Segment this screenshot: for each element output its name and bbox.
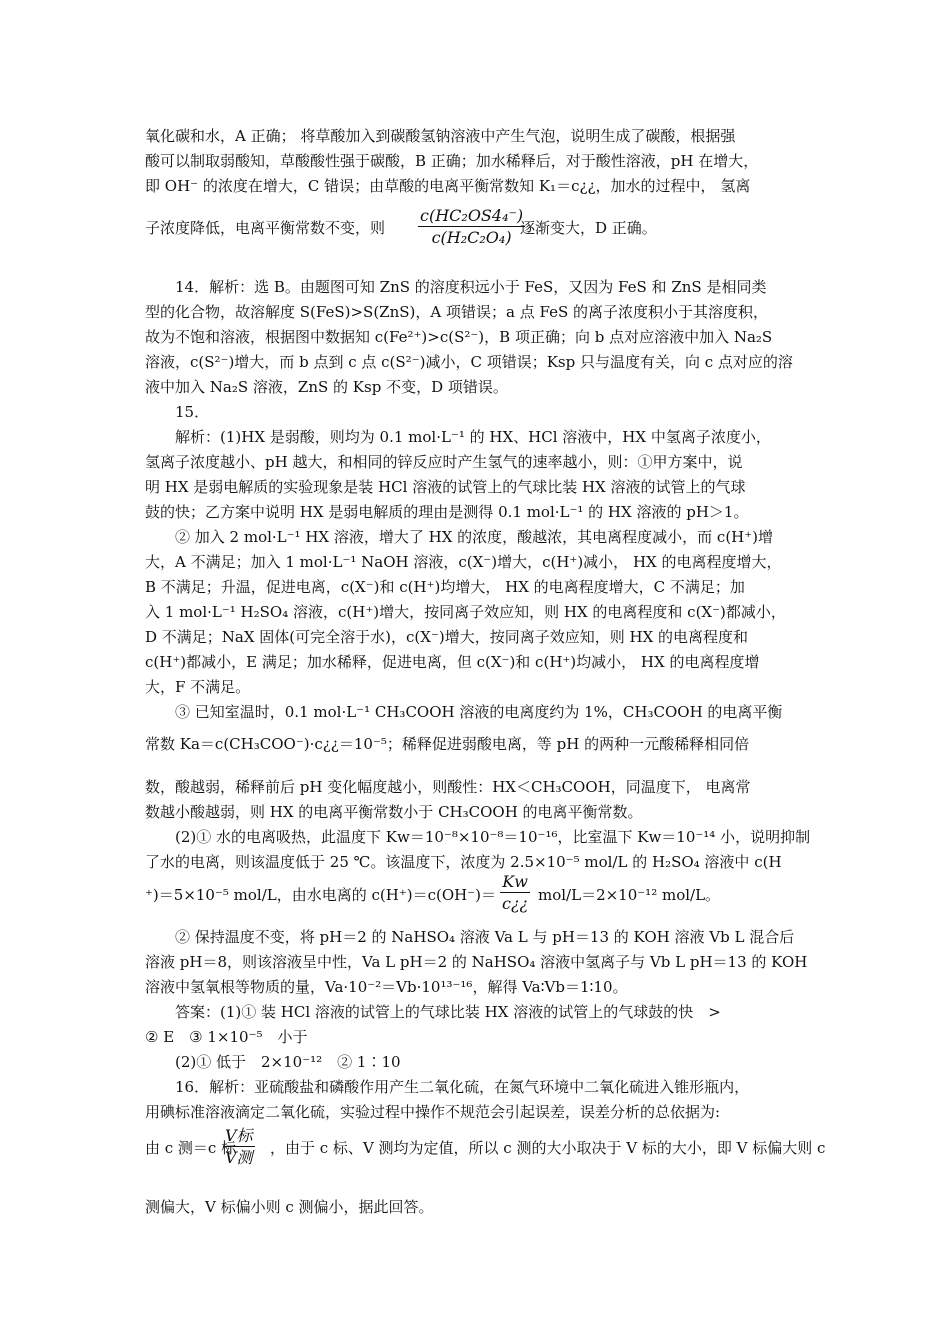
text-line: 大，A 不满足；加入 1 mol·L⁻¹ NaOH 溶液，c(X⁻)增大，c(H⁺)减小， HX 的电离程度增大，: [145, 553, 782, 571]
text-line: 逐渐变大，D 正确。: [520, 219, 657, 237]
fraction-denominator: V测: [225, 1148, 253, 1167]
text-line: 即 OH⁻ 的浓度在增大，C 错误；由草酸的电离平衡常数知 K₁＝c¿¿，加水的过程中， 氢离: [145, 177, 751, 195]
text-line: ③ 已知室温时，0.1 mol·L⁻¹ CH₃COOH 溶液的电离度约为 1%，CH₃COOH 的电离平衡: [175, 703, 783, 721]
text-line: 鼓的快；乙方案中说明 HX 是弱电解质的理由是测得 0.1 mol·L⁻¹ 的 HX 溶液的 pH＞1。: [145, 503, 749, 521]
text-line: ⁺)＝5×10⁻⁵ mol/L，由水电离的 c(H⁺)＝c(OH⁻)＝: [145, 886, 497, 904]
text-line: 大，F 不满足。: [145, 678, 251, 696]
text-line: 由 c 测＝c 标: [145, 1139, 237, 1157]
text-line: (2)① 水的电离吸热，此温度下 Kw＝10⁻⁸×10⁻⁸＝10⁻¹⁶，比室温下 Kw＝10⁻¹⁴ 小，说明抑制: [175, 828, 811, 846]
fraction-denominator: c¿¿: [502, 894, 529, 913]
fraction-numerator: V标: [225, 1126, 253, 1145]
text-line: 氧化碳和水，A 正确； 将草酸加入到碳酸氢钠溶液中产生气泡，说明生成了碳酸，根据强: [145, 127, 736, 145]
text-line: ② 加入 2 mol·L⁻¹ HX 溶液，增大了 HX 的浓度，酸越浓，其电离程度减小，而 c(H⁺)增: [175, 528, 774, 546]
text-line: 酸可以制取弱酸知，草酸酸性强于碳酸，B 正确；加水稀释后，对于酸性溶液，pH 在增大，: [145, 152, 759, 170]
text-line: 数，酸越弱，稀释前后 pH 变化幅度越小，则酸性：HX＜CH₃COOH，同温度下， 电离常: [145, 778, 751, 796]
text-line: 15．: [175, 403, 210, 421]
answer-line: ② E ③ 1×10⁻⁵ 小于: [145, 1028, 308, 1046]
text-line: 溶液 pH＝8，则该溶液呈中性，Va L pH＝2 的 NaHSO₄ 溶液中氢离子与 Vb L pH＝13 的 KOH: [145, 953, 808, 971]
text-line: 子浓度降低，电离平衡常数不变，则: [145, 219, 386, 237]
text-line: B 不满足；升温，促进电离，c(X⁻)和 c(H⁺)均增大， HX 的电离程度增大，C 不满足；加: [145, 578, 745, 596]
text-line: 溶液，c(S²⁻)增大，而 b 点到 c 点 c(S²⁻)减小，C 项错误；Ksp 只与温度有关，向 c 点对应的溶: [145, 353, 793, 371]
text-line: c(H⁺)都减小，E 满足；加水稀释，促进电离，但 c(X⁻)和 c(H⁺)均减小， HX 的电离程度增: [145, 653, 760, 671]
text-line: 用碘标准溶液滴定二氧化硫，实验过程中操作不规范会引起误差，误差分析的总依据为:: [145, 1103, 721, 1121]
text-line: 14．解析：选 B。由题图可知 ZnS 的溶度积远小于 FeS，又因为 FeS 和 ZnS 是相同类: [175, 278, 767, 296]
text-line: 明 HX 是弱电解质的实验现象是装 HCl 溶液的试管上的气球比装 HX 溶液的试管上的气球: [145, 478, 746, 496]
text-line: 解析：(1)HX 是弱酸，则均为 0.1 mol·L⁻¹ 的 HX、HCl 溶液中，HX 中氢离子浓度小，: [175, 428, 771, 446]
text-line: 型的化合物，故溶解度 S(FeS)>S(ZnS)，A 项错误；a 点 FeS 的离子浓度积小于其溶度积，: [145, 303, 768, 321]
text-line: 测偏大，V 标偏小则 c 测偏小，据此回答。: [145, 1198, 434, 1216]
text-line: mol/L＝2×10⁻¹² mol/L。: [538, 886, 721, 904]
text-line: D 不满足；NaX 固体(可完全溶于水)，c(X⁻)增大，按同离子效应知，则 HX 的电离程度和: [145, 628, 749, 646]
fraction-v-standard-over-v-measured: [223, 1126, 255, 1169]
fraction-numerator: c(HC₂OS4₄⁻): [420, 206, 524, 225]
answer-line: 答案：(1)① 装 HCl 溶液的试管上的气球比装 HX 溶液的试管上的气球鼓的快 >: [175, 1003, 721, 1021]
text-line: 16．解析：亚硫酸盐和磷酸作用产生二氧化硫，在氮气环境中二氧化硫进入锥形瓶内，: [175, 1078, 750, 1096]
text-line: 氢离子浓度越小、pH 越大，和相同的锌反应时产生氢气的速率越小，则：①甲方案中，说: [145, 453, 743, 471]
fraction-denominator: c(H₂C₂O₄): [431, 228, 512, 247]
text-line: ② 保持温度不变，将 pH＝2 的 NaHSO₄ 溶液 Va L 与 pH＝13 的 KOH 溶液 Vb L 混合后: [175, 928, 795, 946]
text-line: 溶液中氢氧根等物质的量，Va·10⁻²＝Vb·10¹³⁻¹⁶，解得 Va∶Vb＝1∶10。: [145, 978, 628, 996]
fraction-numerator: Kw: [500, 872, 530, 893]
text-line: 了水的电离，则该温度低于 25 ℃。该温度下，浓度为 2.5×10⁻⁵ mol/L 的 H₂SO₄ 溶液中 c(H: [145, 853, 782, 871]
fraction-hc2o4-over-h2c2o4: [418, 206, 525, 249]
answer-line: (2)① 低于 2×10⁻¹² ② 1∶10: [175, 1053, 401, 1071]
text-line: 故为不饱和溶液，根据图中数据知 c(Fe²⁺)>c(S²⁻)，B 项正确；向 b 点对应溶液中加入 Na₂S: [145, 328, 773, 346]
fraction-kw-over-c: [500, 872, 530, 915]
text-line: 常数 Ka＝c(CH₃COO⁻)·c¿¿＝10⁻⁵；稀释促进弱酸电离，等 pH 的两种一元酸稀释相同倍: [145, 735, 750, 753]
text-line: 液中加入 Na₂S 溶液，ZnS 的 Ksp 不变，D 项错误。: [145, 378, 508, 396]
text-line: ，由于 c 标、V 测均为定值，所以 c 测的大小取决于 V 标的大小，即 V 标偏大则 c: [270, 1139, 826, 1157]
text-line: 数越小酸越弱，则 HX 的电离平衡常数小于 CH₃COOH 的电离平衡常数。: [145, 803, 643, 821]
text-line: 入 1 mol·L⁻¹ H₂SO₄ 溶液，c(H⁺)增大，按同离子效应知，则 HX 的电离程度和 c(X⁻)都减小，: [145, 603, 786, 621]
